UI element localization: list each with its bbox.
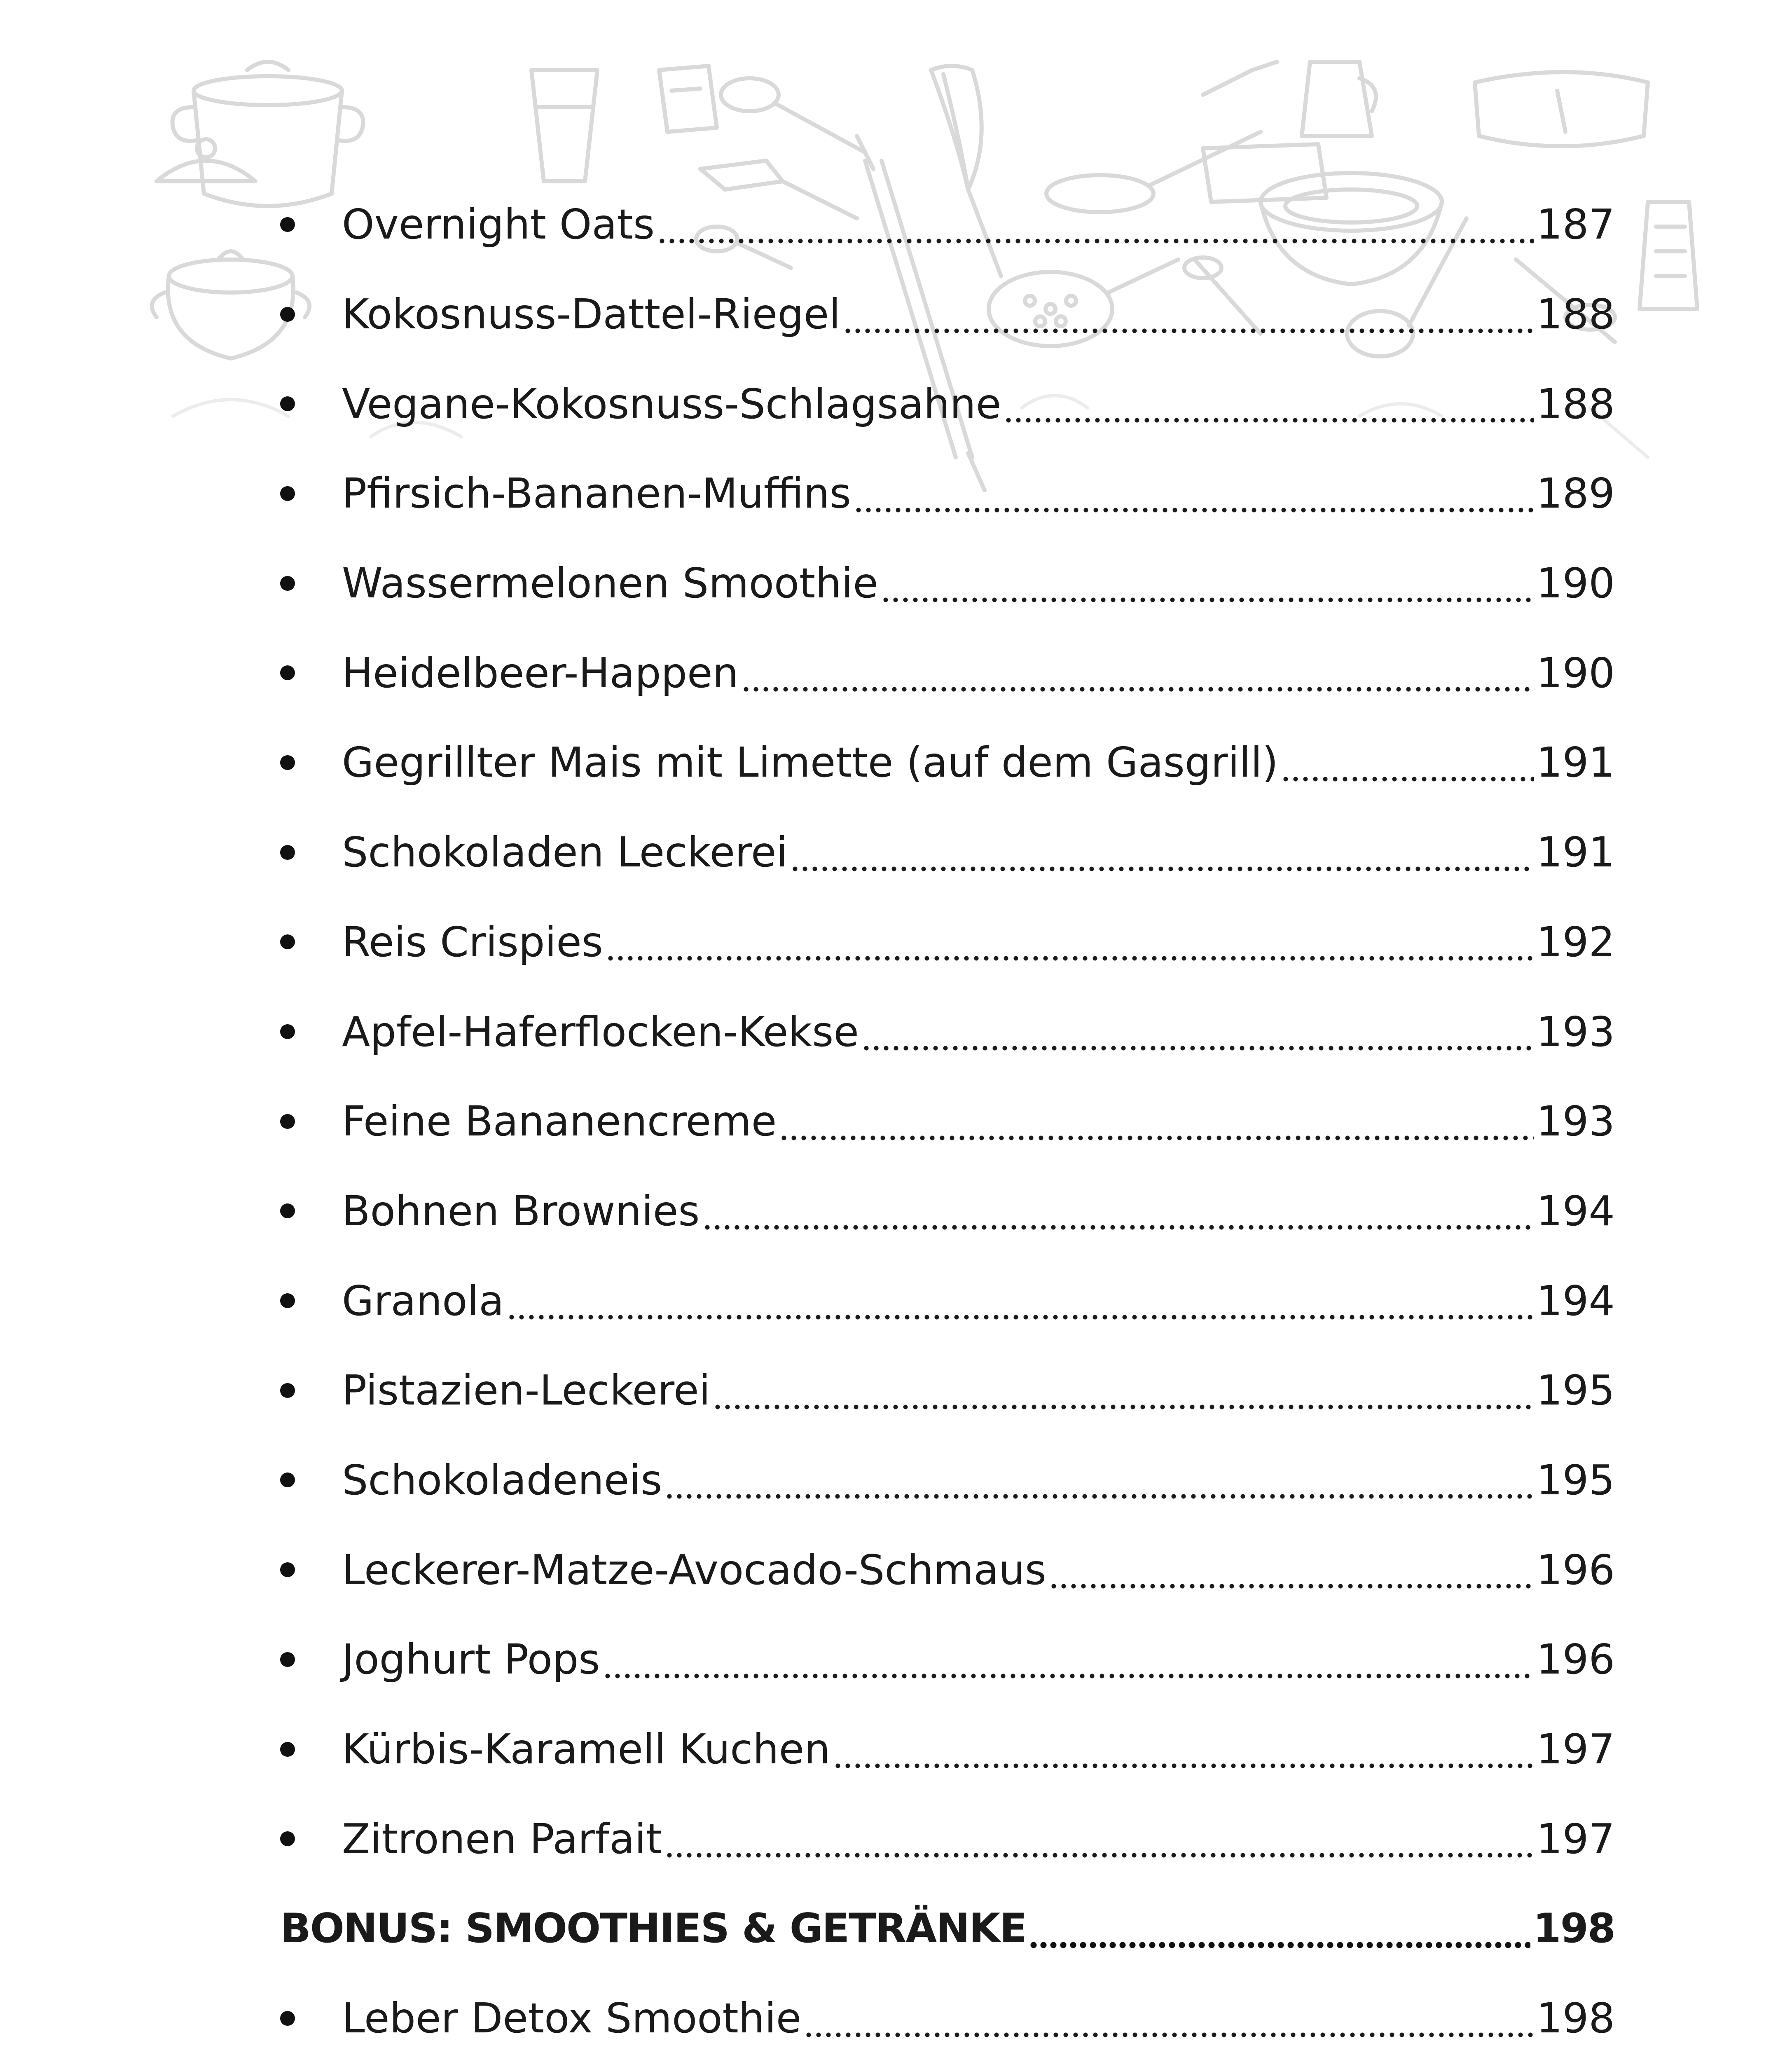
toc-entry-line bbox=[342, 1435, 1615, 1525]
toc-entry-title: Apfel-Haferflocken-Kekse bbox=[342, 1007, 859, 1056]
toc-page-number: 189 bbox=[1536, 469, 1615, 518]
dot-leader bbox=[843, 294, 1534, 335]
toc-entry[interactable] bbox=[280, 1704, 1615, 1794]
toc-entry-line bbox=[342, 449, 1615, 538]
dot-leader bbox=[881, 563, 1534, 604]
toc-entry-title: Zitronen Parfait bbox=[342, 1814, 662, 1863]
bullet-icon bbox=[280, 665, 295, 680]
bullet-icon bbox=[280, 1293, 295, 1308]
toc-entry-title: Reis Crispies bbox=[342, 918, 603, 966]
bullet-icon bbox=[280, 1383, 295, 1398]
toc-entry-title: Bohnen Brownies bbox=[342, 1187, 700, 1235]
dot-leader bbox=[1281, 742, 1534, 783]
box-grater-icon bbox=[1640, 202, 1697, 309]
toc-entry-title: Wassermelonen Smoothie bbox=[342, 559, 878, 608]
toc-entry[interactable] bbox=[280, 897, 1615, 987]
toc-page-number: 190 bbox=[1536, 559, 1615, 608]
toc-page-number: 194 bbox=[1536, 1276, 1615, 1325]
toc-page-number: 190 bbox=[1536, 648, 1615, 697]
toc-entry[interactable] bbox=[280, 718, 1615, 808]
bullet-icon bbox=[280, 1203, 295, 1218]
dot-leader bbox=[790, 832, 1534, 873]
dot-leader bbox=[664, 1818, 1534, 1859]
lid-icon bbox=[157, 139, 255, 181]
toc-entry-line bbox=[342, 987, 1615, 1077]
bullet-icon bbox=[280, 217, 295, 232]
cake-tin-icon bbox=[1475, 72, 1648, 146]
toc-entry-title: Heidelbeer-Happen bbox=[342, 648, 739, 697]
dot-leader bbox=[606, 921, 1534, 962]
toc-page-number: 196 bbox=[1536, 1635, 1615, 1684]
toc-entry-line bbox=[342, 1794, 1615, 1884]
toc-page-number: 198 bbox=[1536, 1994, 1615, 2043]
glass-icon bbox=[531, 70, 597, 181]
bullet-icon bbox=[280, 1831, 295, 1846]
toc-page-number: 193 bbox=[1536, 1097, 1615, 1146]
toc-entry-title: BONUS: SMOOTHIES & GETRÄNKE bbox=[280, 1905, 1027, 1952]
bullet-icon bbox=[280, 1652, 295, 1667]
dot-leader bbox=[702, 1190, 1534, 1231]
toc-entry[interactable] bbox=[280, 1525, 1615, 1615]
bullet-icon bbox=[280, 576, 295, 591]
toc-entry[interactable] bbox=[280, 987, 1615, 1077]
bullet-icon bbox=[280, 1472, 295, 1487]
toc-entry-line bbox=[342, 1525, 1615, 1615]
toc-entry-title: Schokoladen Leckerei bbox=[342, 828, 788, 877]
toc-entry-line bbox=[342, 897, 1615, 987]
bullet-icon bbox=[280, 1024, 295, 1039]
table-of-contents bbox=[280, 180, 1615, 2060]
dot-leader bbox=[1004, 383, 1534, 424]
toc-page-number: 195 bbox=[1536, 1366, 1615, 1415]
toc-entry-line bbox=[342, 1615, 1615, 1704]
dot-leader bbox=[804, 1998, 1534, 2039]
toc-entry-title: Schokoladeneis bbox=[342, 1456, 662, 1504]
toc-entry-title: Feine Bananencreme bbox=[342, 1097, 777, 1146]
toc-page-number: 197 bbox=[1536, 1814, 1615, 1863]
dot-leader bbox=[603, 1639, 1534, 1680]
dot-leader bbox=[507, 1280, 1534, 1321]
toc-entry-title: Overnight Oats bbox=[342, 200, 655, 249]
jug-icon bbox=[1302, 62, 1376, 136]
toc-entry[interactable] bbox=[280, 1794, 1615, 1884]
toc-page-number: 193 bbox=[1536, 1007, 1615, 1056]
grater-icon bbox=[659, 66, 717, 132]
toc-entry[interactable] bbox=[280, 1077, 1615, 1166]
toc-entry-line bbox=[342, 1077, 1615, 1166]
bullet-icon bbox=[280, 755, 295, 770]
toc-entry[interactable] bbox=[280, 1256, 1615, 1346]
toc-entry-title: Gegrillter Mais mit Limette (auf dem Gasgrill) bbox=[342, 738, 1278, 787]
toc-entry[interactable] bbox=[280, 1615, 1615, 1704]
toc-section-heading[interactable] bbox=[280, 1884, 1615, 1973]
toc-entry[interactable] bbox=[280, 269, 1615, 359]
bullet-icon bbox=[280, 396, 295, 411]
toc-entry-title: Kürbis-Karamell Kuchen bbox=[342, 1725, 830, 1774]
toc-entry-title: Leckerer-Matze-Avocado-Schmaus bbox=[342, 1545, 1047, 1594]
toc-entry[interactable] bbox=[280, 628, 1615, 718]
toc-entry-line bbox=[342, 628, 1615, 718]
toc-entry[interactable] bbox=[280, 1435, 1615, 1525]
toc-entry-title: Leber Detox Smoothie bbox=[342, 1994, 802, 2043]
dot-leader bbox=[854, 473, 1534, 514]
toc-page-number: 198 bbox=[1533, 1905, 1615, 1952]
toc-entry-line bbox=[342, 180, 1615, 269]
toc-page-number: 191 bbox=[1536, 738, 1615, 787]
toc-entry-line bbox=[342, 808, 1615, 897]
toc-page-number: 195 bbox=[1536, 1456, 1615, 1504]
toc-entry-line bbox=[342, 1256, 1615, 1346]
toc-entry[interactable] bbox=[280, 538, 1615, 628]
toc-entry-title: Kokosnuss-Dattel-Riegel bbox=[342, 290, 841, 339]
toc-page-number: 197 bbox=[1536, 1725, 1615, 1774]
bullet-icon bbox=[280, 1562, 295, 1577]
toc-entry-line bbox=[342, 1973, 1615, 2060]
dot-leader bbox=[833, 1729, 1534, 1770]
toc-page-number: 188 bbox=[1536, 290, 1615, 339]
toc-entry[interactable] bbox=[280, 1346, 1615, 1435]
toc-entry-line bbox=[342, 1346, 1615, 1435]
toc-page-number: 196 bbox=[1536, 1545, 1615, 1594]
toc-page-number: 191 bbox=[1536, 828, 1615, 877]
toc-page-number: 194 bbox=[1536, 1187, 1615, 1235]
toc-entry[interactable] bbox=[280, 1166, 1615, 1256]
bullet-icon bbox=[280, 1114, 295, 1129]
toc-entry-line bbox=[342, 718, 1615, 808]
toc-entry[interactable] bbox=[280, 359, 1615, 449]
dot-leader bbox=[741, 652, 1534, 693]
toc-entry-line bbox=[342, 538, 1615, 628]
toc-page-number: 192 bbox=[1536, 918, 1615, 966]
toc-entry-line bbox=[342, 359, 1615, 449]
dot-leader bbox=[664, 1459, 1534, 1501]
toc-entry[interactable] bbox=[280, 1973, 1615, 2060]
toc-entry[interactable] bbox=[280, 449, 1615, 538]
toc-entry[interactable] bbox=[280, 180, 1615, 269]
bullet-icon bbox=[280, 1742, 295, 1757]
toc-entry-line bbox=[342, 1166, 1615, 1256]
bullet-icon bbox=[280, 486, 295, 501]
toc-page-number: 188 bbox=[1536, 379, 1615, 428]
toc-entry-title: Vegane-Kokosnuss-Schlagsahne bbox=[342, 379, 1001, 428]
dot-leader bbox=[1049, 1549, 1534, 1590]
toc-page-number: 187 bbox=[1536, 200, 1615, 249]
toc-entry[interactable] bbox=[280, 808, 1615, 897]
dot-leader bbox=[861, 1011, 1534, 1052]
dot-leader bbox=[657, 204, 1534, 245]
toc-entry-title: Joghurt Pops bbox=[342, 1635, 600, 1684]
dot-leader bbox=[1029, 1908, 1530, 1949]
bullet-icon bbox=[280, 2011, 295, 2026]
toc-entry-line bbox=[342, 1704, 1615, 1794]
toc-entry-line bbox=[280, 1884, 1615, 1973]
toc-entry-title: Pistazien-Leckerei bbox=[342, 1366, 711, 1415]
toc-entry-line bbox=[342, 269, 1615, 359]
bullet-icon bbox=[280, 307, 295, 322]
bullet-icon bbox=[280, 934, 295, 949]
dot-leader bbox=[713, 1370, 1534, 1411]
toc-entry-title: Pfirsich-Bananen-Muffins bbox=[342, 469, 851, 518]
dot-leader bbox=[779, 1101, 1534, 1142]
bullet-icon bbox=[280, 845, 295, 860]
toc-entry-title: Granola bbox=[342, 1276, 504, 1325]
